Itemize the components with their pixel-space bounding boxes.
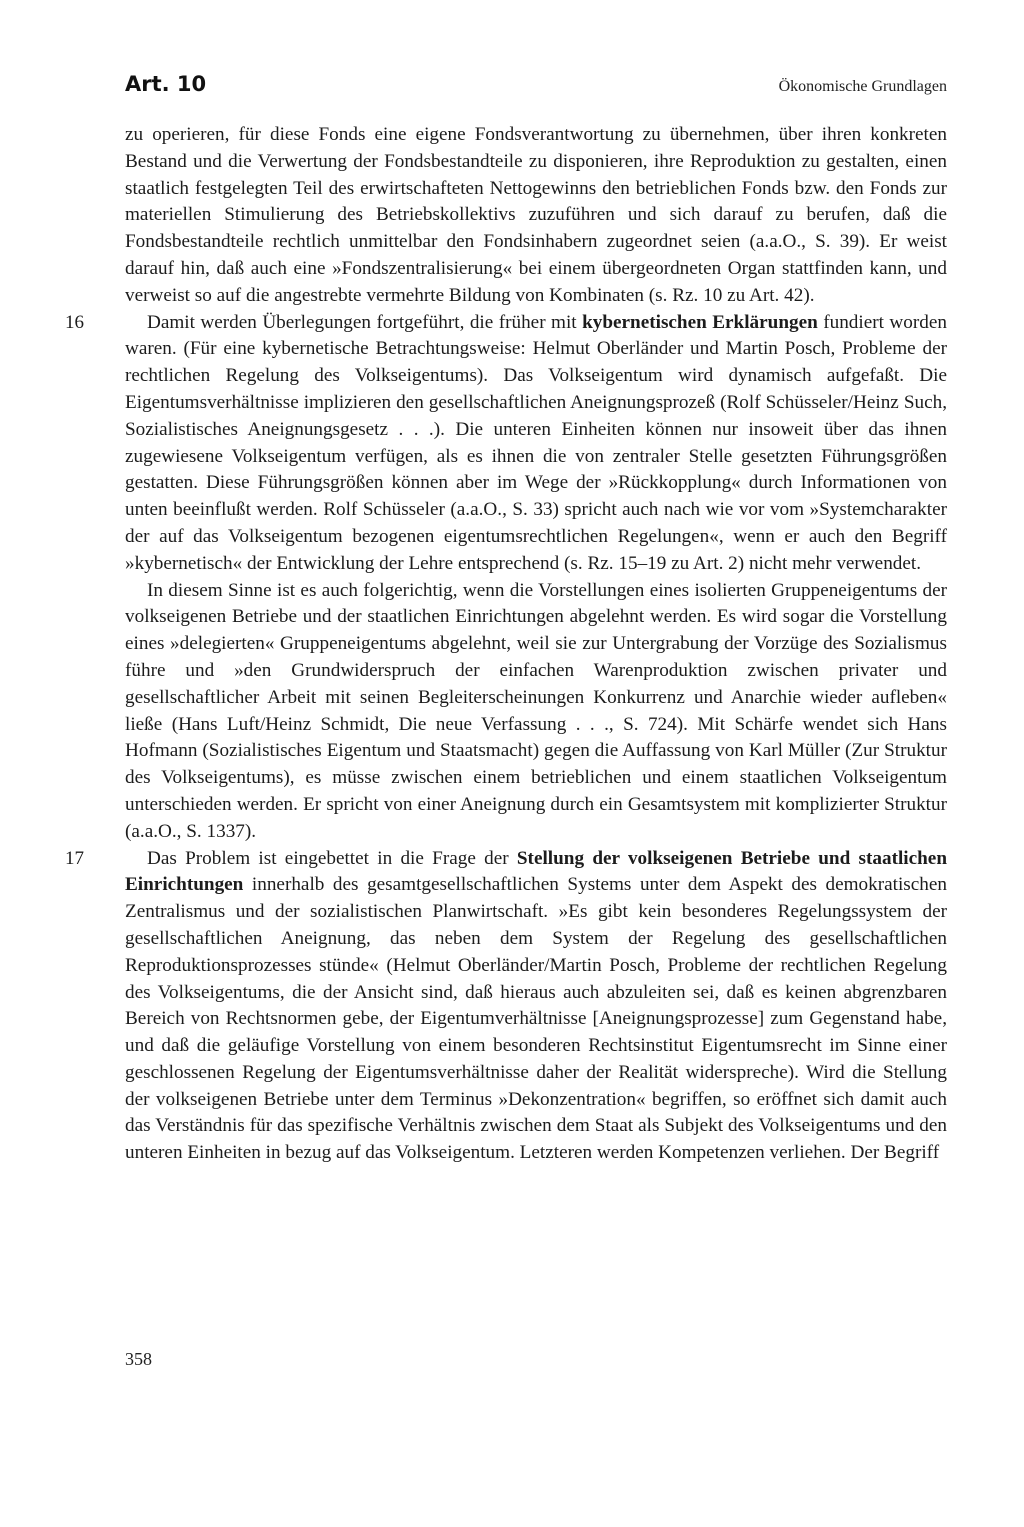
paragraph xyxy=(65,846,947,1168)
section-title: Ökonomische Grundlagen xyxy=(778,78,947,95)
text-segment: zu operieren, für diese Fonds eine eigene Fondsverantwortung zu übernehmen, über ihren konkreten Bestand und die Verwertung der Fondsbestandteile zu disponieren, ihre Reproduktion zu gestalten, einen staatlich festgelegten Teil des erwirtschafteten Nettogewinns den betrieblichen Fonds bzw. den Fonds zur materiellen Stimulierung des Betriebskollektivs zuzuführen und sich darauf zu berufen, daß die Fondsbestandteile rechtlich unmittelbar den Fondsinhabern zugeordnet seien (a.a.O., S. 39). Er weist darauf hin, daß auch eine »Fondszentralisierung« bei einem übergeordneten Organ stattfinden kann, und verweist so auf die angestrebte vermehrte Bildung von Kombinaten (s. Rz. 10 zu Art. 42). xyxy=(125,124,947,306)
page-header xyxy=(125,72,947,108)
margin-number: 16 xyxy=(65,311,84,333)
article-label: Art. 10 xyxy=(125,72,207,96)
text-segment: fundiert worden waren. (Für eine kybernetische Betrachtungsweise: Helmut Oberländer und Martin Posch, Probleme der rechtlichen Regelung des Volkseigentums). Das Volkseigentum wird dynamisch aufgefaßt. Die Eigentumsverhältnisse implizieren den gesellschaftlichen Aneignungsprozeß (Rolf Schüsseler/Heinz Such, Sozialistisches Aneignungsgesetz . . .). Die unteren Einheiten können nur insoweit über das ihnen zugewiesene Volkseigentum verfügen, als es ihnen die von zentraler Stelle gesetzten Führungsgrößen gestatten. Diese Führungsgrößen können aber im Wege der »Rückkopplung« durch Informationen von unten beeinflußt werden. Rolf Schüsseler (a.a.O., S. 33) spricht auch nach wie vor vom »Systemcharakter der auf das Volkseigentum bezogenen eigentumsrechtlichen Regelungen«, wenn er auch den Begriff »kybernetisch« der Entwicklung der Lehre entsprechend (s. Rz. 15–19 zu Art. 2) nicht mehr verwendet. xyxy=(125,311,947,574)
paragraph xyxy=(65,310,947,578)
text-segment: Damit werden Überlegungen fortgeführt, die früher mit xyxy=(147,311,583,333)
paragraph xyxy=(125,122,947,310)
paragraph xyxy=(125,578,947,846)
page-number: 358 xyxy=(125,1349,152,1369)
text-segment: Das Problem ist eingebettet in die Frage der xyxy=(147,847,517,869)
margin-number: 17 xyxy=(65,847,84,869)
text-segment: innerhalb des gesamtgesellschaftlichen Systems unter dem Aspekt des demokratischen Zentralismus und der sozialistischen Planwirtschaft. »Es gibt kein besonderes Regelungssystem der gesellschaftlichen Aneignung, das neben dem System der Regelung des gesellschaftlichen Reproduktionsprozesses stünde« (Helmut Oberländer/Martin Posch, Probleme der rechtlichen Regelung des Volkseigentums, die der Ansicht sind, daß hieraus auch abzuleiten sei, daß es keinen abgrenzbaren Bereich von Rechtsnormen gebe, der Eigentumverhältnisse [Aneignungsprozesse] zum Gegenstand habe, und daß die geläufige Vorstellung von einem besonderen Rechtsinstitut Eigentumsrecht im Sinne einer geschlossenen Regelung der Eigentumsverhältnisse daher der Realität widerspreche). Wird die Stellung der volkseigenen Betriebe unter dem Terminus »Dekonzentration« begriffen, so eröffnet sich damit auch das Verständnis für das spezifische Verhältnis zwischen dem Staat als Subjekt des Volkseigentums und den unteren Einheiten in bezug auf das Volkseigentum. Letzteren werden Kompetenzen verliehen. Der Begriff xyxy=(125,874,947,1164)
emphasis-text: Stellung der volkseigenen Betriebe und staatlichen Einrichtungen xyxy=(125,847,947,896)
body-text xyxy=(65,122,947,1167)
text-segment: In diesem Sinne ist es auch folgerichtig, wenn die Vorstellungen eines isolierten Gruppeneigentums der volkseigenen Betriebe und der staatlichen Einrichtungen abgelehnt werden. Es wird sogar die Vorstellung eines »delegierten« Gruppeneigentums abgelehnt, weil sie zur Untergrabung der Vorzüge des Sozialismus führe und »den Grundwiderspruch der einfachen Warenproduktion zwischen privater und gesellschaftlicher Arbeit mit seinen Begleiterscheinungen Konkurrenz und Anarchie wieder aufleben« ließe (Hans Luft/Heinz Schmidt, Die neue Verfassung . . ., S. 724). Mit Schärfe wendet sich Hans Hofmann (Sozialistisches Eigentum und Staatsmacht) gegen die Auffassung von Karl Müller (Zur Struktur des Volkseigentums), es müsse zwischen einem betrieblichen und einem staatlichen Volkseigentum unterschieden werden. Er spricht von einer Aneignung durch ein Gesamtsystem mit komplizierter Struktur (a.a.O., S. 1337). xyxy=(125,579,947,842)
emphasis-text: kybernetischen Erklärungen xyxy=(582,311,818,333)
